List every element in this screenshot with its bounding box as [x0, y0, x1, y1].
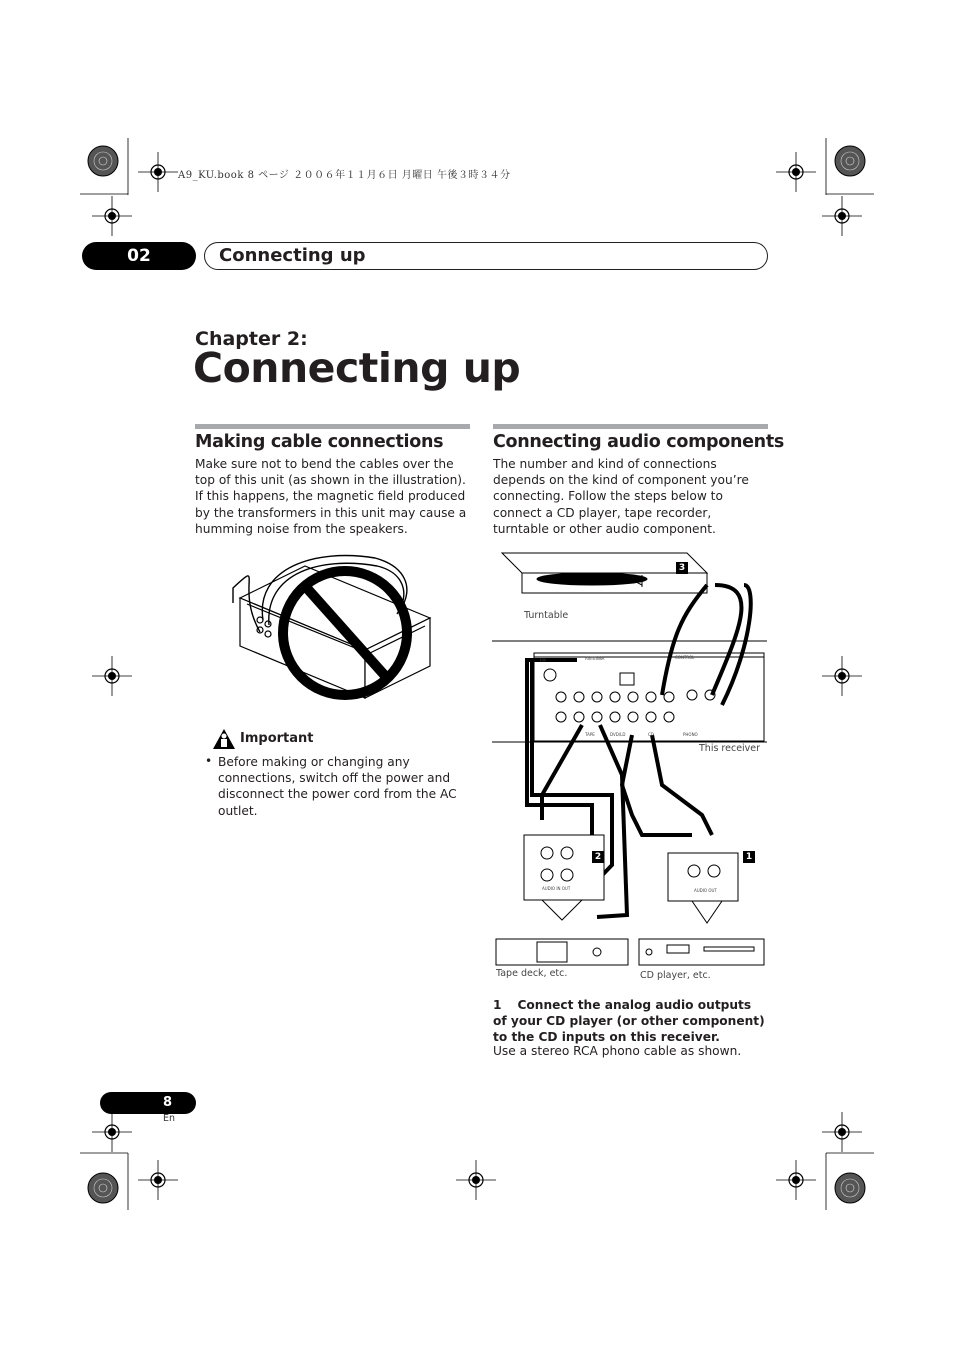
bullet-dot: • [205, 754, 213, 768]
step-title-text: Connect the analog audio outputs of your CD player (or other component) to the CD inputs on this receiver. [493, 998, 765, 1044]
tape-deck-label: Tape deck, etc. [496, 968, 568, 979]
section-rule-right [493, 424, 768, 429]
step-number: 1 [493, 998, 502, 1012]
chapter-title: Connecting up [193, 344, 521, 392]
cd-player-label: CD player, etc. [640, 970, 711, 981]
step-badge-3: 3 [676, 562, 688, 574]
chapter-number-badge: 02 [82, 242, 196, 270]
panel-label-audio-out: AUDIO OUT [694, 888, 717, 893]
chapter-label: Chapter 2: [195, 328, 308, 350]
panel-label-tape: TAPE [585, 732, 595, 737]
step-1-body: Use a stereo RCA phono cable as shown. [493, 1044, 742, 1058]
cable-connections-body: Make sure not to bend the cables over the top of this unit (as shown in the illustration). If this happens, the magnetic field produced by the transformers in this unit may cause a humming noise from the speakers. [195, 457, 467, 536]
section-rule-left [195, 424, 470, 429]
page-language: En [163, 1113, 176, 1124]
panel-label-dvd: DVD/LD [610, 732, 626, 737]
turntable-label: Turntable [524, 610, 569, 621]
section-heading-cable-connections: Making cable connections [195, 432, 444, 452]
section-heading-audio-components: Connecting audio components [493, 432, 785, 452]
step-1-title [493, 997, 769, 1045]
bent-cable-prohibited-illustration [225, 548, 440, 708]
important-label: Important [240, 731, 314, 746]
receiver-label: This receiver [699, 743, 761, 754]
print-info: A9_KU.book 8 ページ ２００６年１１月６日 月曜日 午後３時３４分 [178, 170, 511, 181]
panel-label-phono: PHONO [683, 732, 698, 737]
panel-label-fm: FM [540, 658, 546, 663]
page-number: 8 [100, 1092, 196, 1114]
panel-label-audio-in-out: AUDIO IN OUT [542, 886, 571, 891]
panel-label-cd: CD [648, 732, 654, 737]
chapter-tab-title: Connecting up [219, 245, 366, 266]
step-badge-2: 2 [592, 851, 604, 863]
chapter-tab [204, 242, 768, 270]
step-badge-1: 1 [743, 851, 755, 863]
panel-label-antenna: ANTENNA [585, 656, 605, 661]
important-bullet-text: Before making or changing any connections, switch off the power and disconnect the power cord from the AC outlet. [218, 755, 457, 818]
audio-components-body: The number and kind of connections depends on the kind of component you’re connecting. Follow the steps below to connect a CD player, tape recorder, turntable or other audio component. [493, 457, 749, 536]
panel-label-control: CONTROL [675, 655, 695, 660]
warning-icon [212, 728, 236, 750]
